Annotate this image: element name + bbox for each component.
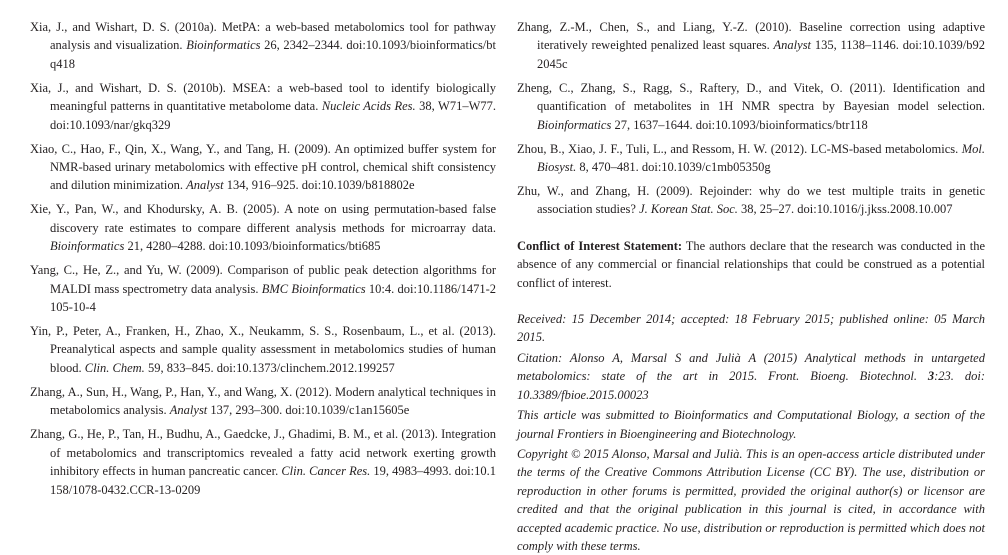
reference-volume-doi: 59, 833–845. doi:10.1373/clinchem.2012.199257 xyxy=(144,360,395,375)
reference-volume-doi: 8, 470–481. doi:10.1039/c1mb05350g xyxy=(576,160,771,175)
reference-authors-title: Zheng, C., Zhang, S., Ragg, S., Raftery, D., and Vitek, O. (2011). Identification and quantification of metabolites in 1H NMR spectra by Bayesian model selection. xyxy=(517,80,985,114)
reference-authors-title: Yang, C., He, Z., and Yu, W. (2009). Comparison of public peak detection algorithms for MALDI mass spectrometry data analysis. xyxy=(30,263,496,296)
reference-entry xyxy=(30,261,496,316)
reference-authors-title: Xiao, C., Hao, F., Qin, X., Wang, Y., and Tang, H. (2009). An optimized buffer system for NMR-based urinary metabolomics with effective pH control, chemical shift consistency and dilution minimization. xyxy=(30,141,496,193)
reference-volume-doi: 27, 1637–1644. doi:10.1093/bioinformatics/btr118 xyxy=(611,117,868,132)
reference-volume-doi: 137, 293–300. doi:10.1039/c1an15605e xyxy=(207,403,410,418)
references-right-column xyxy=(517,18,985,555)
reference-authors-title: Zhou, B., Xiao, J. F., Tuli, L., and Ressom, H. W. (2012). LC-MS-based metabolomics. xyxy=(517,141,962,156)
reference-journal: Bioinformatics xyxy=(186,38,261,53)
reference-journal: Nucleic Acids Res. xyxy=(321,99,416,114)
reference-volume-doi: 26, 2342–2344. doi:10.1093/bioinformatics/btq418 xyxy=(50,38,496,71)
reference-journal: Bioinformatics xyxy=(50,239,125,254)
citation-text: Citation: Alonso A, Marsal S and Julià A (2015) Analytical methods in untargeted metabolomics: state of the art in 2015. Front. Bioeng. Biotechnol. xyxy=(517,350,985,384)
reference-entry xyxy=(30,200,496,255)
conflict-of-interest-statement xyxy=(517,237,985,292)
reference-entry xyxy=(30,383,496,420)
reference-authors-title: Xie, Y., Pan, W., and Khodursky, A. B. (2005). A note on using permutation-based false discovery rate estimates to compare different analysis methods for microarray data. xyxy=(30,202,496,235)
reference-journal: J. Korean Stat. Soc. xyxy=(639,202,738,217)
reference-volume-doi: 19, 4983–4993. doi:10.1158/1078-0432.CCR-13-0209 xyxy=(50,464,496,497)
conflict-of-interest-text: The authors declare that the research was conducted in the absence of any commercial or financial relationships that could be construed as a potential conflict of interest. xyxy=(517,238,985,290)
reference-authors-title: Yin, P., Peter, A., Franken, H., Zhao, X., Neukamm, S. S., Rosenbaum, L., et al. (2013). Preanalytical aspects and sample quality assessment in metabolomics studies of human blood. xyxy=(30,324,496,375)
conflict-of-interest-heading: Conflict of Interest Statement: xyxy=(517,238,683,253)
reference-entry xyxy=(30,322,496,377)
reference-entry xyxy=(30,18,496,73)
reference-entry xyxy=(517,140,985,177)
references-left-column xyxy=(30,18,496,499)
article-metadata xyxy=(517,310,985,555)
reference-entry xyxy=(30,425,496,499)
submission-note: This article was submitted to Bioinformatics and Computational Biology, a section of the journal Frontiers in Bioengineering and Biotechnology. xyxy=(517,408,985,441)
reference-entry xyxy=(517,182,985,219)
reference-volume-doi: 10:4. doi:10.1186/1471-2105-10-4 xyxy=(50,281,497,315)
reference-volume-doi: 38, W71–W77. doi:10.1093/nar/gkq329 xyxy=(50,99,496,132)
reference-entry xyxy=(517,18,985,73)
reference-authors-title: Xia, J., and Wishart, D. S. (2010b). MSEA: a web-based tool to identify biologically meaningful patterns in quantitative metabolome data. xyxy=(30,80,496,114)
reference-journal: Clin. Cancer Res. xyxy=(281,464,371,479)
reference-entry xyxy=(30,79,496,134)
citation-doi: :23. doi: 10.3389/fbioe.2015.00023 xyxy=(517,369,985,402)
reference-volume-doi: 134, 916–925. doi:10.1039/b818802e xyxy=(223,178,415,193)
reference-authors-title: Zhu, W., and Zhang, H. (2009). Rejoinder: why do we test multiple traits in genetic association studies? xyxy=(517,184,985,217)
reference-authors-title: Zhang, Z.-M., Chen, S., and Liang, Y.-Z. (2010). Baseline correction using adaptive iteratively reweighted penalized least squares. xyxy=(517,20,985,53)
reference-volume-doi: 38, 25–27. doi:10.1016/j.jkss.2008.10.007 xyxy=(737,202,953,217)
reference-journal: Bioinformatics xyxy=(537,117,612,132)
reference-journal: Mol. Biosyst. xyxy=(537,141,985,175)
reference-volume-doi: 21, 4280–4288. doi:10.1093/bioinformatics/bti685 xyxy=(124,239,381,254)
reference-journal: Analyst xyxy=(773,38,812,53)
citation-line xyxy=(517,349,985,404)
citation-volume: 3 xyxy=(927,369,935,384)
reference-authors-title: Zhang, A., Sun, H., Wang, P., Han, Y., and Wang, X. (2012). Modern analytical techniques in metabolomics analysis. xyxy=(30,384,496,418)
received-dates: Received: 15 December 2014; accepted: 18 February 2015; published online: 05 March 2015. xyxy=(517,312,985,345)
reference-volume-doi: 135, 1138–1146. doi:10.1039/b922045c xyxy=(537,38,985,71)
copyright-notice: Copyright © 2015 Alonso, Marsal and Julià. This is an open-access article distributed under the terms of the Creative Commons Attribution License (CC BY). The use, distribution or reproduction in other forums is permitted, provided the original author(s) or licensor are credited and that the original publication in this journal is cited, in accordance with accepted academic practice. No use, distribution or reproduction is permitted which does not comply with these terms. xyxy=(517,446,985,553)
reference-entry xyxy=(30,140,496,195)
reference-authors-title: Xia, J., and Wishart, D. S. (2010a). MetPA: a web-based metabolomics tool for pathway analysis and visualization. xyxy=(30,20,496,53)
reference-journal: Analyst xyxy=(169,403,208,418)
reference-journal: Analyst xyxy=(186,178,224,193)
reference-journal: Clin. Chem. xyxy=(84,360,145,375)
reference-authors-title: Zhang, G., He, P., Tan, H., Budhu, A., Gaedcke, J., Ghadimi, B. M., et al. (2013). Integration of metabolomics and transcriptomics revealed a fatty acid network exerting growth inhibitory effects in human pancreatic cancer. xyxy=(30,427,496,479)
reference-journal: BMC Bioinformatics xyxy=(261,281,366,296)
reference-entry xyxy=(517,79,985,134)
